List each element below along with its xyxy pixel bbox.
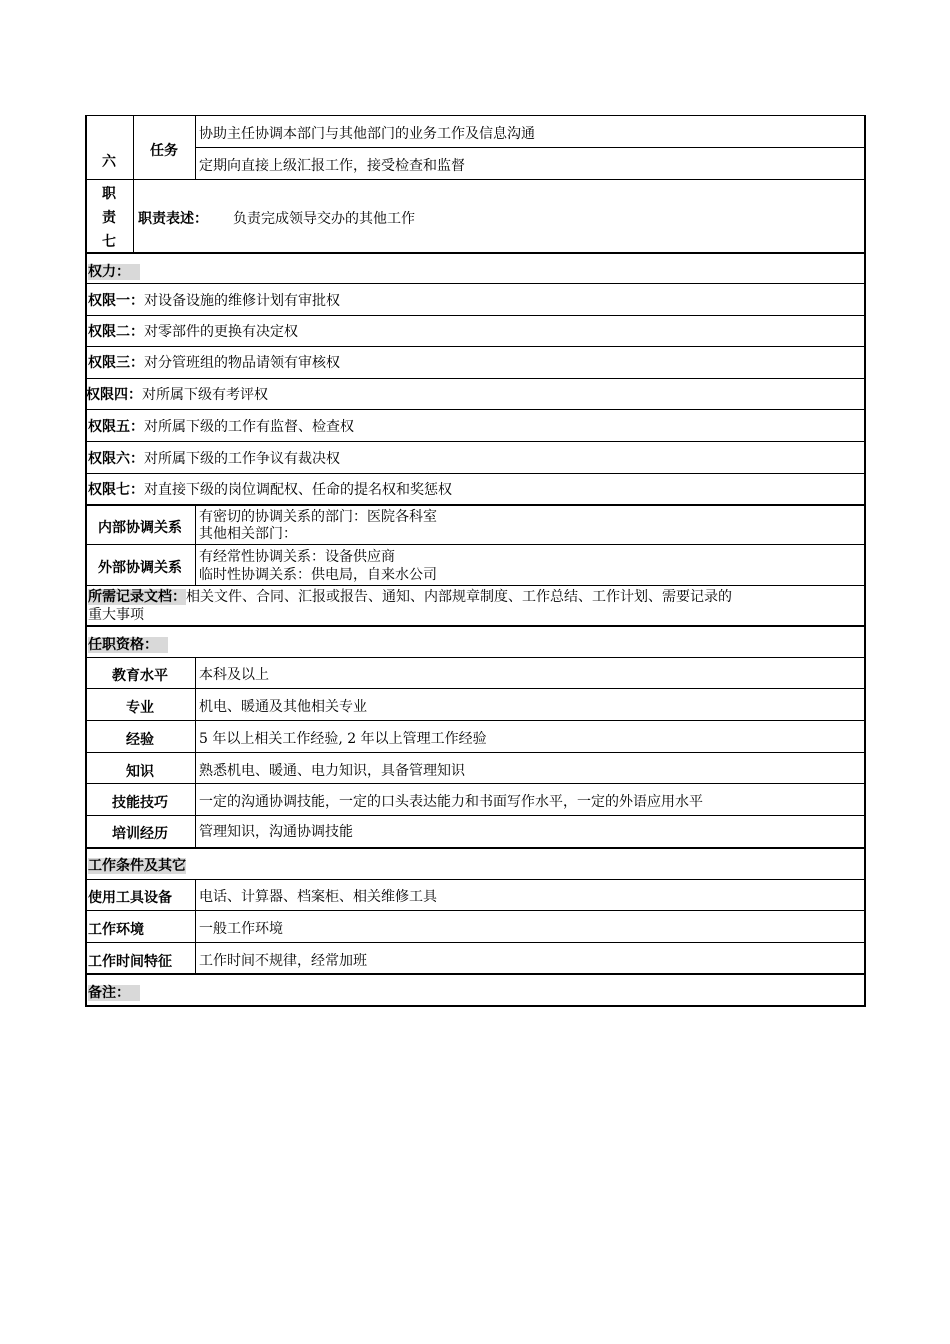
authority-item: 权限四：对所属下级有考评权	[86, 387, 268, 403]
external-coordination-line-1: 有经常性协调关系：设备供应商	[199, 549, 395, 565]
internal-coordination-label: 内部协调关系	[98, 520, 182, 536]
duty-six-block	[85, 115, 866, 179]
major-label: 专业	[126, 700, 154, 716]
records-row: 所需记录文档：相关文件、合同、汇报或报告、通知、内部规章制度、工作总结、工作计划、需要记录的	[88, 589, 732, 605]
authority-item: 权限五：对所属下级的工作有监督、检查权	[88, 419, 354, 435]
knowledge-value: 熟悉机电、暖通、电力知识，具备管理知识	[199, 763, 465, 779]
skills-label: 技能技巧	[112, 795, 168, 811]
experience-label: 经验	[126, 732, 154, 748]
skills-value: 一定的沟通协调技能，一定的口头表达能力和书面写作水平，一定的外语应用水平	[199, 794, 703, 810]
major-value: 机电、暖通及其他相关专业	[199, 699, 367, 715]
duty-char-2: 责	[102, 210, 116, 226]
authority-item: 权限六：对所属下级的工作争议有裁决权	[88, 451, 340, 467]
environment-label: 工作环境	[88, 922, 144, 938]
duty-description-label: 职责表述：	[138, 211, 208, 227]
external-coordination-line-2: 临时性协调关系：供电局，自来水公司	[199, 567, 437, 583]
work-hours-label: 工作时间特征	[88, 954, 172, 970]
duty-char-3: 七	[102, 234, 116, 250]
training-value: 管理知识，沟通协调技能	[199, 824, 353, 840]
education-value: 本科及以上	[199, 667, 269, 683]
knowledge-label: 知识	[126, 764, 154, 780]
notes-heading: 备注：	[88, 984, 140, 1002]
experience-value: 5 年以上相关工作经验, 2 年以上管理工作经验	[199, 731, 487, 747]
education-label: 教育水平	[112, 668, 168, 684]
duty-seven-block	[85, 179, 866, 252]
authority-heading: 权力：	[88, 263, 140, 281]
duty-char-1: 职	[102, 186, 116, 202]
environment-value: 一般工作环境	[199, 921, 283, 937]
internal-coordination-line-2: 其他相关部门：	[199, 526, 297, 542]
tools-label: 使用工具设备	[88, 890, 172, 906]
authority-item: 权限一：对设备设施的维修计划有审批权	[88, 293, 340, 309]
authority-item: 权限七：对直接下级的岗位调配权、任命的提名权和奖惩权	[88, 482, 452, 498]
conditions-heading: 工作条件及其它	[88, 858, 186, 874]
external-coordination-label: 外部协调关系	[98, 560, 182, 576]
task-line-1: 协助主任协调本部门与其他部门的业务工作及信息沟通	[199, 126, 535, 142]
training-label: 培训经历	[112, 826, 168, 842]
duty-description-text: 负责完成领导交办的其他工作	[233, 211, 415, 227]
task-label: 任务	[150, 143, 178, 159]
duty-number: 六	[102, 154, 116, 170]
authority-item: 权限二：对零部件的更换有决定权	[88, 324, 298, 340]
work-hours-value: 工作时间不规律，经常加班	[199, 953, 367, 969]
tools-value: 电话、计算器、档案柜、相关维修工具	[199, 889, 437, 905]
internal-coordination-line-1: 有密切的协调关系的部门：医院各科室	[199, 509, 437, 525]
authority-item: 权限三：对分管班组的物品请领有审核权	[88, 355, 340, 371]
qualifications-heading: 任职资格：	[88, 636, 168, 654]
records-text-continued: 重大事项	[88, 607, 144, 623]
task-line-2: 定期向直接上级汇报工作，接受检查和监督	[199, 158, 465, 174]
